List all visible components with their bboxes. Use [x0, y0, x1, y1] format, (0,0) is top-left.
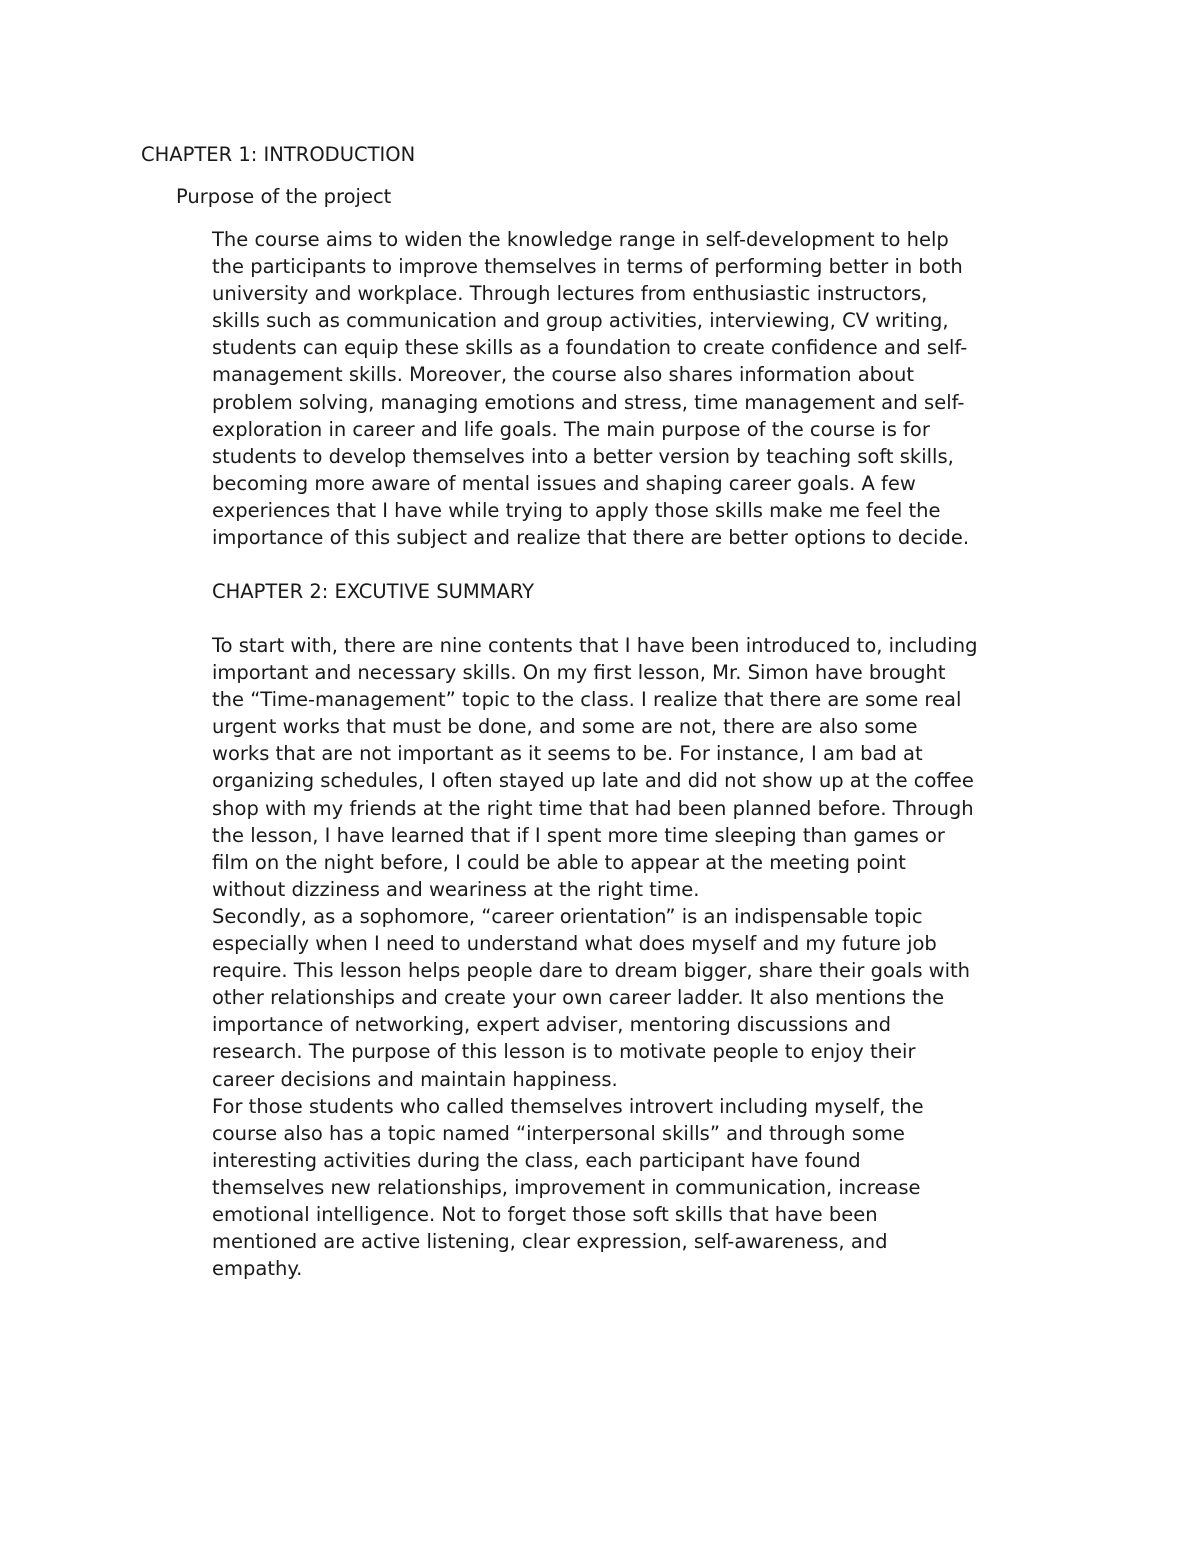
- section-title-purpose: Purpose of the project: [176, 185, 392, 208]
- paragraph-line: film on the night before, I could be able to appear at the meeting point: [212, 850, 906, 874]
- paragraph-line: skills such as communication and group activities, interviewing, CV writing,: [212, 309, 949, 333]
- paragraph-line: To start with, there are nine contents that I have been introduced to, including: [212, 634, 978, 657]
- paragraph-line: urgent works that must be done, and some are not, there are also some: [212, 715, 918, 739]
- paragraph-line: university and workplace. Through lectures from enthusiastic instructors,: [212, 282, 928, 306]
- paragraph-line: empathy.: [212, 1257, 303, 1281]
- paragraph-line: For those students who called themselves introvert including myself, the: [212, 1094, 924, 1118]
- paragraph-line: the “Time-management” topic to the class. I realize that there are some real: [212, 688, 962, 712]
- paragraph-line: the participants to improve themselves in terms of performing better in both: [212, 255, 963, 279]
- paragraph-line: The course aims to widen the knowledge range in self-development to help: [212, 228, 949, 251]
- paragraph-line: especially when I need to understand what does myself and my future job: [212, 932, 937, 956]
- paragraph-line: mentioned are active listening, clear expression, self-awareness, and: [212, 1230, 888, 1254]
- paragraph-line: experiences that I have while trying to apply those skills make me feel the: [212, 498, 941, 522]
- paragraph-line: shop with my friends at the right time that had been planned before. Through: [212, 796, 974, 820]
- paragraph-line: organizing schedules, I often stayed up late and did not show up at the coffee: [212, 769, 974, 793]
- purpose-paragraph: [212, 226, 1082, 551]
- paragraph-line: students can equip these skills as a foundation to create confidence and self-: [212, 336, 968, 360]
- paragraph-line: research. The purpose of this lesson is to motivate people to enjoy their: [212, 1040, 916, 1064]
- paragraph-line: Secondly, as a sophomore, “career orientation” is an indispensable topic: [212, 904, 923, 928]
- paragraph-line: works that are not important as it seems to be. For instance, I am bad at: [212, 742, 923, 766]
- paragraph-line: career decisions and maintain happiness.: [212, 1067, 618, 1091]
- paragraph-line: importance of networking, expert adviser, mentoring discussions and: [212, 1013, 892, 1037]
- paragraph-line: require. This lesson helps people dare to dream bigger, share their goals with: [212, 959, 971, 983]
- paragraph-line: becoming more aware of mental issues and shaping career goals. A few: [212, 471, 916, 495]
- paragraph-line: without dizziness and weariness at the right time.: [212, 877, 700, 901]
- paragraph-line: management skills. Moreover, the course also shares information about: [212, 363, 914, 387]
- paragraph-line: other relationships and create your own career ladder. It also mentions the: [212, 986, 945, 1010]
- chapter-2-title: CHAPTER 2: EXCUTIVE SUMMARY: [212, 580, 535, 603]
- paragraph-line: interesting activities during the class, each participant have found: [212, 1148, 861, 1172]
- paragraph-line: problem solving, managing emotions and stress, time management and self-: [212, 390, 965, 414]
- chapter-1-title: CHAPTER 1: INTRODUCTION: [141, 143, 416, 166]
- paragraph-line: exploration in career and life goals. The main purpose of the course is for: [212, 417, 930, 441]
- paragraph-line: themselves new relationships, improvement in communication, increase: [212, 1175, 921, 1199]
- summary-paragraph: [212, 632, 1082, 1282]
- paragraph-line: emotional intelligence. Not to forget those soft skills that have been: [212, 1202, 878, 1226]
- paragraph-line: important and necessary skills. On my first lesson, Mr. Simon have brought: [212, 661, 946, 685]
- paragraph-line: the lesson, I have learned that if I spent more time sleeping than games or: [212, 823, 945, 847]
- paragraph-line: students to develop themselves into a better version by teaching soft skills,: [212, 444, 954, 468]
- paragraph-line: course also has a topic named “interpersonal skills” and through some: [212, 1121, 905, 1145]
- paragraph-line: importance of this subject and realize that there are better options to decide.: [212, 526, 970, 550]
